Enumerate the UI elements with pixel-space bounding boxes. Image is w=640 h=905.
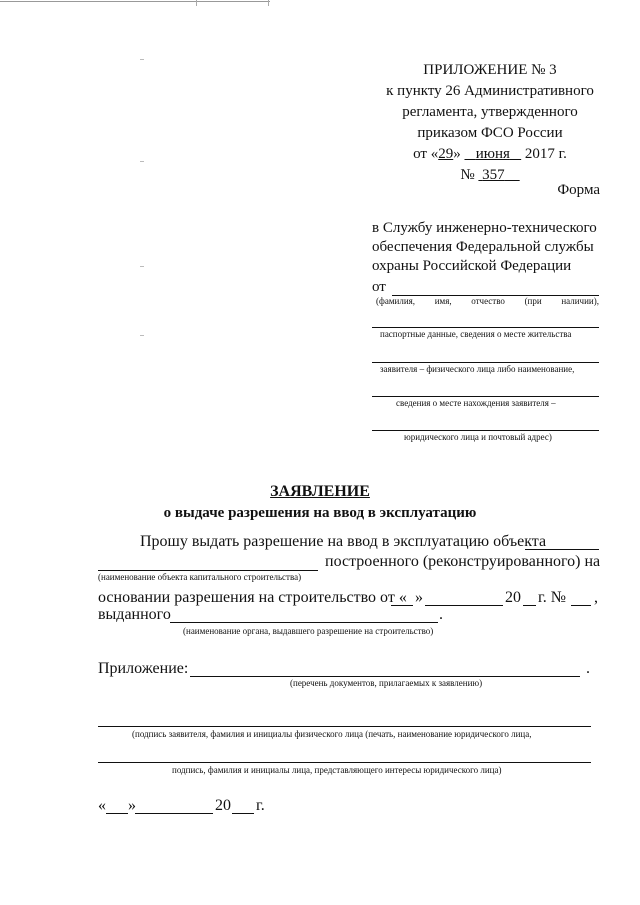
permit-comma: , [594,589,598,606]
reconstructed-text: построенного (реконструированного) на [325,553,601,570]
appendix-line: регламента, утвержденного [402,104,578,120]
object-name-hint: (наименование объекта капитального строительства) [98,572,302,582]
signature-hint: (подпись заявителя, фамилия и инициалы физического лица (печать, наименование юридического лица, [132,729,532,739]
appendix-number: № 357 [385,165,595,186]
issued-by-field[interactable] [170,622,438,623]
applicant-name-hint: (фамилия, имя, отчество (при наличии), [376,296,599,306]
scan-speck [140,59,144,60]
appendix-line: к пункту 26 Административного [386,83,594,99]
recipient-block [372,219,597,276]
attachment-label: Приложение: [98,660,189,677]
attachment-hint: (перечень документов, прилагаемых к заявлению) [290,678,483,688]
appendix-number-value: 357 [482,167,505,183]
issued-by-hint: (наименование органа, выдавшего разрешение на строительство) [183,626,434,636]
form-label: Форма [557,182,600,198]
permit-day-close: » [415,589,423,606]
applicant-org-field[interactable] [372,396,599,397]
representative-signature-field[interactable] [98,762,591,763]
issued-by-label: выданного [98,606,171,623]
request-text: Прошу выдать разрешение на ввод в эксплуатацию объекта [140,533,547,550]
permit-month-field[interactable] [425,605,503,606]
signature-month-field[interactable] [135,813,213,814]
permit-year-prefix: 20 [505,589,521,606]
appendix-line: приказом ФСО России [417,125,563,141]
signature-field[interactable] [98,726,591,727]
scan-speck [140,335,144,336]
applicant-passport-field[interactable] [372,327,599,328]
permit-number-field[interactable] [571,605,591,606]
applicant-address-field[interactable] [372,430,599,431]
appendix-date: от «29» июня 2017 г. [413,146,567,162]
appendix-block [385,60,595,186]
scan-tick-mark [196,0,201,6]
signature-date-open: « [98,797,106,814]
signature-date-close: » [128,797,136,814]
from-label: от [372,279,386,295]
appendix-date-day: 29 [438,146,454,162]
recipient-line: обеспечения Федеральной службы [372,239,594,255]
object-name-field-end[interactable] [525,549,599,550]
signature-day-field[interactable] [106,813,128,814]
document-title: ЗАЯВЛЕНИЕ [270,483,370,500]
issued-by-period: . [439,606,443,623]
scan-speck [140,161,144,162]
permit-number-label: г. № [538,589,567,606]
appendix-date-month: июня [475,146,510,162]
applicant-passport-hint: паспортные данные, сведения о месте жительства [380,329,572,339]
scan-speck [140,266,144,267]
permit-year-field[interactable] [523,605,536,606]
scan-tick-mark [268,0,273,6]
signature-year-suffix: г. [256,797,265,814]
applicant-org-hint: сведения о месте нахождения заявителя – [396,398,556,408]
object-name-field[interactable] [98,570,318,571]
applicant-residence-hint: заявителя – физического лица либо наименование, [380,364,575,374]
document-subtitle: о выдаче разрешения на ввод в эксплуатацию [163,505,477,521]
scan-top-rule [0,1,270,2]
signature-year-field[interactable] [232,813,254,814]
signature-year-prefix: 20 [215,797,231,814]
attachment-period: . [586,660,590,677]
recipient-line: охраны Российской Федерации [372,258,572,274]
appendix-title: ПРИЛОЖЕНИЕ № 3 [423,62,557,78]
attachment-field[interactable] [190,676,580,677]
permit-basis-text: основании разрешения на строительство от « [98,589,407,606]
applicant-address-hint: юридического лица и почтовый адрес) [404,432,552,442]
permit-day-field[interactable] [391,605,413,606]
recipient-line: в Службу инженерно-технического [372,220,597,236]
applicant-residence-field[interactable] [372,362,599,363]
representative-signature-hint: подпись, фамилия и инициалы лица, представляющего интересы юридического лица) [172,765,502,775]
